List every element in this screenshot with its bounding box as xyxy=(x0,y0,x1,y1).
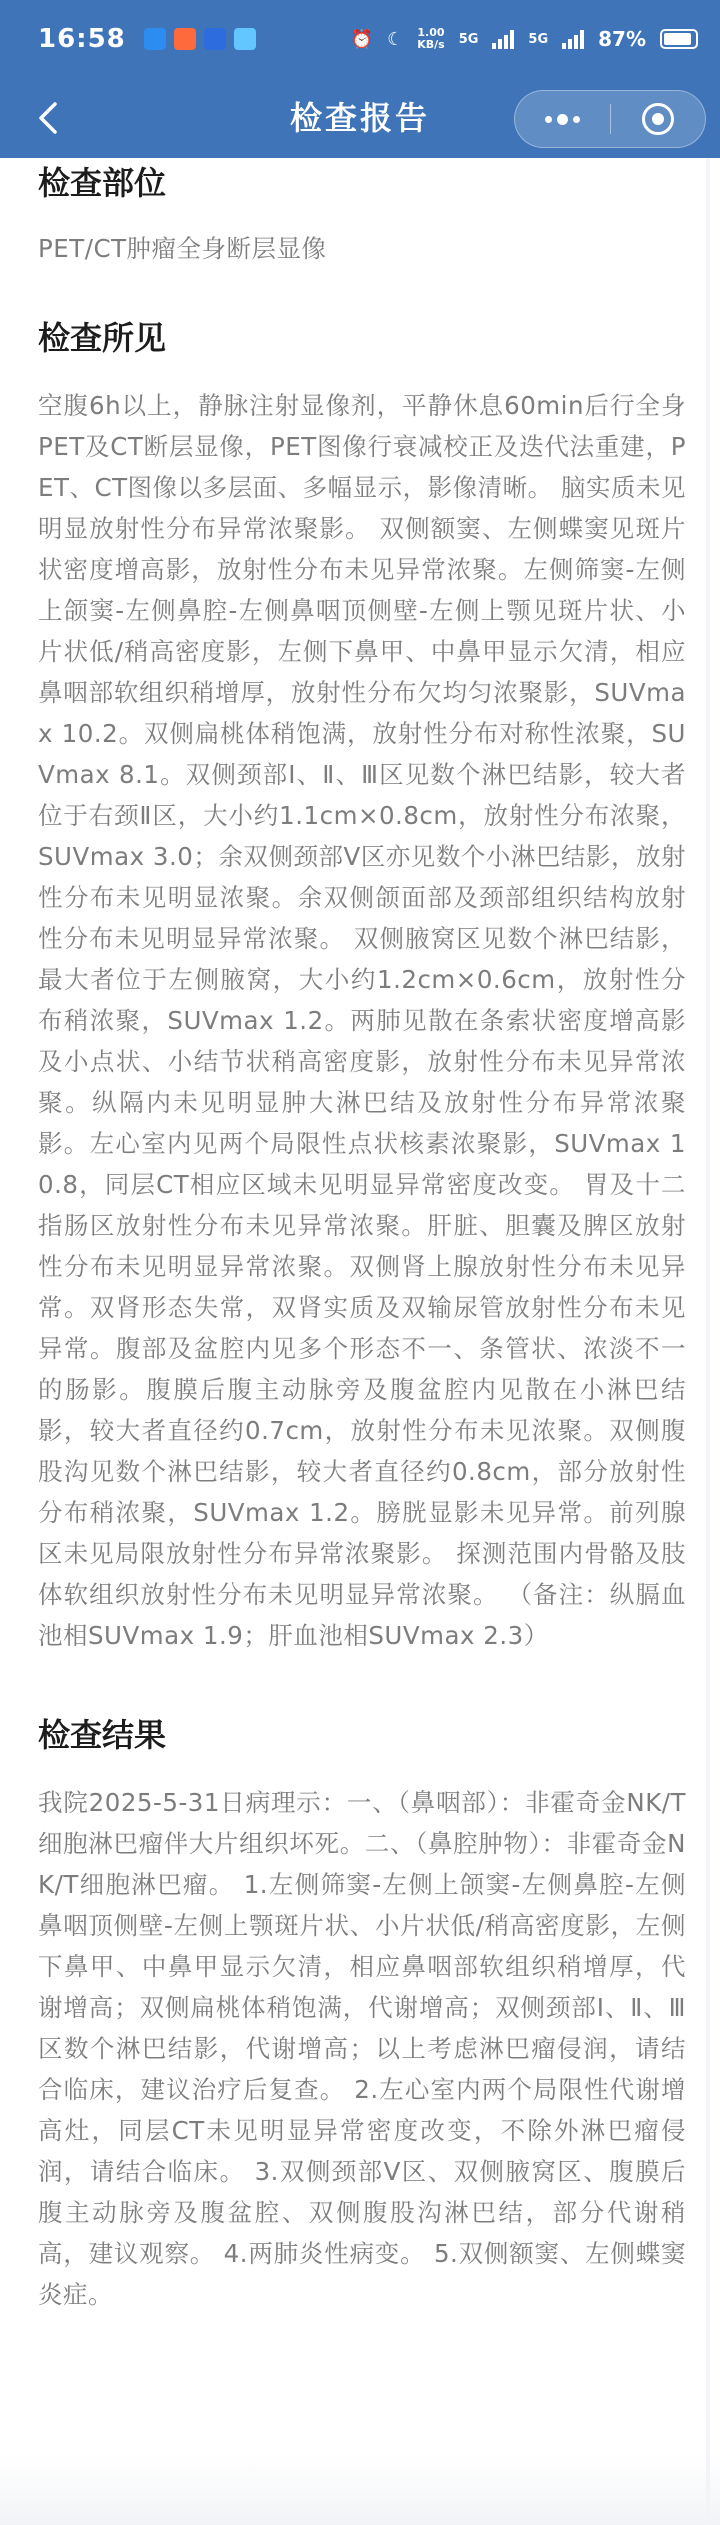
section-body-result: 我院2025-5-31日病理示：一、（鼻咽部）：非霍奇金NK/T细胞淋巴瘤伴大片组织坏死。二、（鼻腔肿物）：非霍奇金NK/T细胞淋巴瘤。 1.左侧筛窦-左侧上颌窦-左侧鼻腔-左侧鼻咽顶侧壁-左侧上颚斑片状、小片状低/稍高密度影，左侧下鼻甲、中鼻甲显示欠清，相应鼻咽部软组织稍增厚，代谢增高；双侧扁桃体稍饱满，代谢增高；双侧颈部Ⅰ、Ⅱ、Ⅲ区数个淋巴结影，代谢增高；以上考虑淋巴瘤侵润，请结合临床，建议治疗后复查。 2.左心室内两个局限性代谢增高灶，同层CT未见明显异常密度改变，不除外淋巴瘤侵润，请结合临床。 3.双侧颈部Ⅴ区、双侧腋窝区、腹膜后腹主动脉旁及腹盆腔、双侧腹股沟淋巴结，部分代谢稍高，建议观察。 4.两肺炎性病变。 5.双侧额窦、左侧蝶窦炎症。 xyxy=(38,1788,686,2309)
mini-program-capsule xyxy=(514,90,706,148)
moon-icon: ☾ xyxy=(387,28,404,50)
status-time: 16:58 xyxy=(38,24,126,54)
network-speed xyxy=(417,27,444,51)
signal-icon xyxy=(492,29,514,49)
notification-app-icon xyxy=(204,28,226,50)
report-content[interactable] xyxy=(0,158,720,2525)
section-body-findings: 空腹6h以上，静脉注射显像剂，平静休息60min后行全身PET及CT断层显像，PET图像行衰减校正及迭代法重建，PET、CT图像以多层面、多幅显示，影像清晰。 脑实质未见明显放射性分布异常浓聚影。 双侧额窦、左侧蝶窦见斑片状密度增高影，放射性分布未见异常浓聚。左侧筛窦-左侧上颌窦-左侧鼻腔-左侧鼻咽顶侧壁-左侧上颚见斑片状、小片状低/稍高密度影，左侧下鼻甲、中鼻甲显示欠清，相应鼻咽部软组织稍增厚，放射性分布欠均匀浓聚影，SUVmax 10.2。双侧扁桃体稍饱满，放射性分布对称性浓聚，SUVmax 8.1。双侧颈部Ⅰ、Ⅱ、Ⅲ区见数个淋巴结影，较大者位于右颈Ⅱ区，大小约1.1cm×0.8cm，放射性分布浓聚，SUVmax 3.0；余双侧颈部Ⅴ区亦见数个小淋巴结影，放射性分布未见明显浓聚。余双侧颌面部及颈部组织结构放射性分布未见明显异常浓聚。 双侧腋窝区见数个淋巴结影，最大者位于左侧腋窝，大小约1.2cm×0.6cm，放射性分布稍浓聚，SUVmax 1.2。两肺见散在条索状密度增高影及小点状、小结节状稍高密度影，放射性分布未见异常浓聚。纵隔内未见明显肿大淋巴结及放射性分布异常浓聚影。左心室内见两个局限性点状核素浓聚影，SUVmax 10.8，同层CT相应区域未见明显异常密度改变。 胃及十二指肠区放射性分布未见异常浓聚。肝脏、胆囊及脾区放射性分布未见明显异常浓聚。双侧肾上腺放射性分布未见异常。双肾形态失常，双肾实质及双输尿管放射性分布未见异常。腹部及盆腔内见多个形态不一、条管状、浓淡不一的肠影。腹膜后腹主动脉旁及腹盆腔内见散在小淋巴结影，较大者直径约0.7cm，放射性分布未见浓聚。双侧腹股沟见数个淋巴结影，较大者直径约0.8cm，部分放射性分布稍浓聚，SUVmax 1.2。膀胱显影未见异常。前列腺区未见局限放射性分布异常浓聚影。 探测范围内骨骼及肢体软组织放射性分布未见明显异常浓聚。 （备注：纵膈血池相SUVmax 1.9；肝血池相SUVmax 2.3） xyxy=(38,391,686,1650)
battery-icon xyxy=(660,29,698,49)
alarm-icon: ⏰ xyxy=(350,28,374,50)
status-app-icons xyxy=(144,28,256,50)
battery-percent: 87% xyxy=(598,27,646,51)
nav-bar xyxy=(0,78,720,158)
bottom-fade xyxy=(0,2455,720,2525)
section-body-exam-part: PET/CT肿瘤全身断层显像 xyxy=(38,234,327,263)
close-mini-program-button[interactable] xyxy=(611,91,706,147)
more-button[interactable] xyxy=(515,91,610,147)
network-speed-unit: KB/s xyxy=(417,38,445,51)
notification-app-icon xyxy=(144,28,166,50)
status-indicators xyxy=(351,27,698,51)
status-bar xyxy=(0,0,720,78)
more-dots-icon xyxy=(545,114,580,125)
section-title-findings: 检查所见 xyxy=(38,319,167,357)
network-speed-value: 1.00 xyxy=(417,26,445,39)
target-circle-icon xyxy=(642,103,674,135)
notification-app-icon xyxy=(234,28,256,50)
section-title-result: 检查结果 xyxy=(38,1716,167,1754)
section-title-exam-part: 检查部位 xyxy=(38,164,167,202)
signal-icon xyxy=(562,29,584,49)
notification-app-icon xyxy=(174,28,196,50)
network-type-1: 5G xyxy=(458,31,479,47)
network-type-2: 5G xyxy=(528,31,549,47)
page-title: 检查报告 xyxy=(289,99,430,137)
